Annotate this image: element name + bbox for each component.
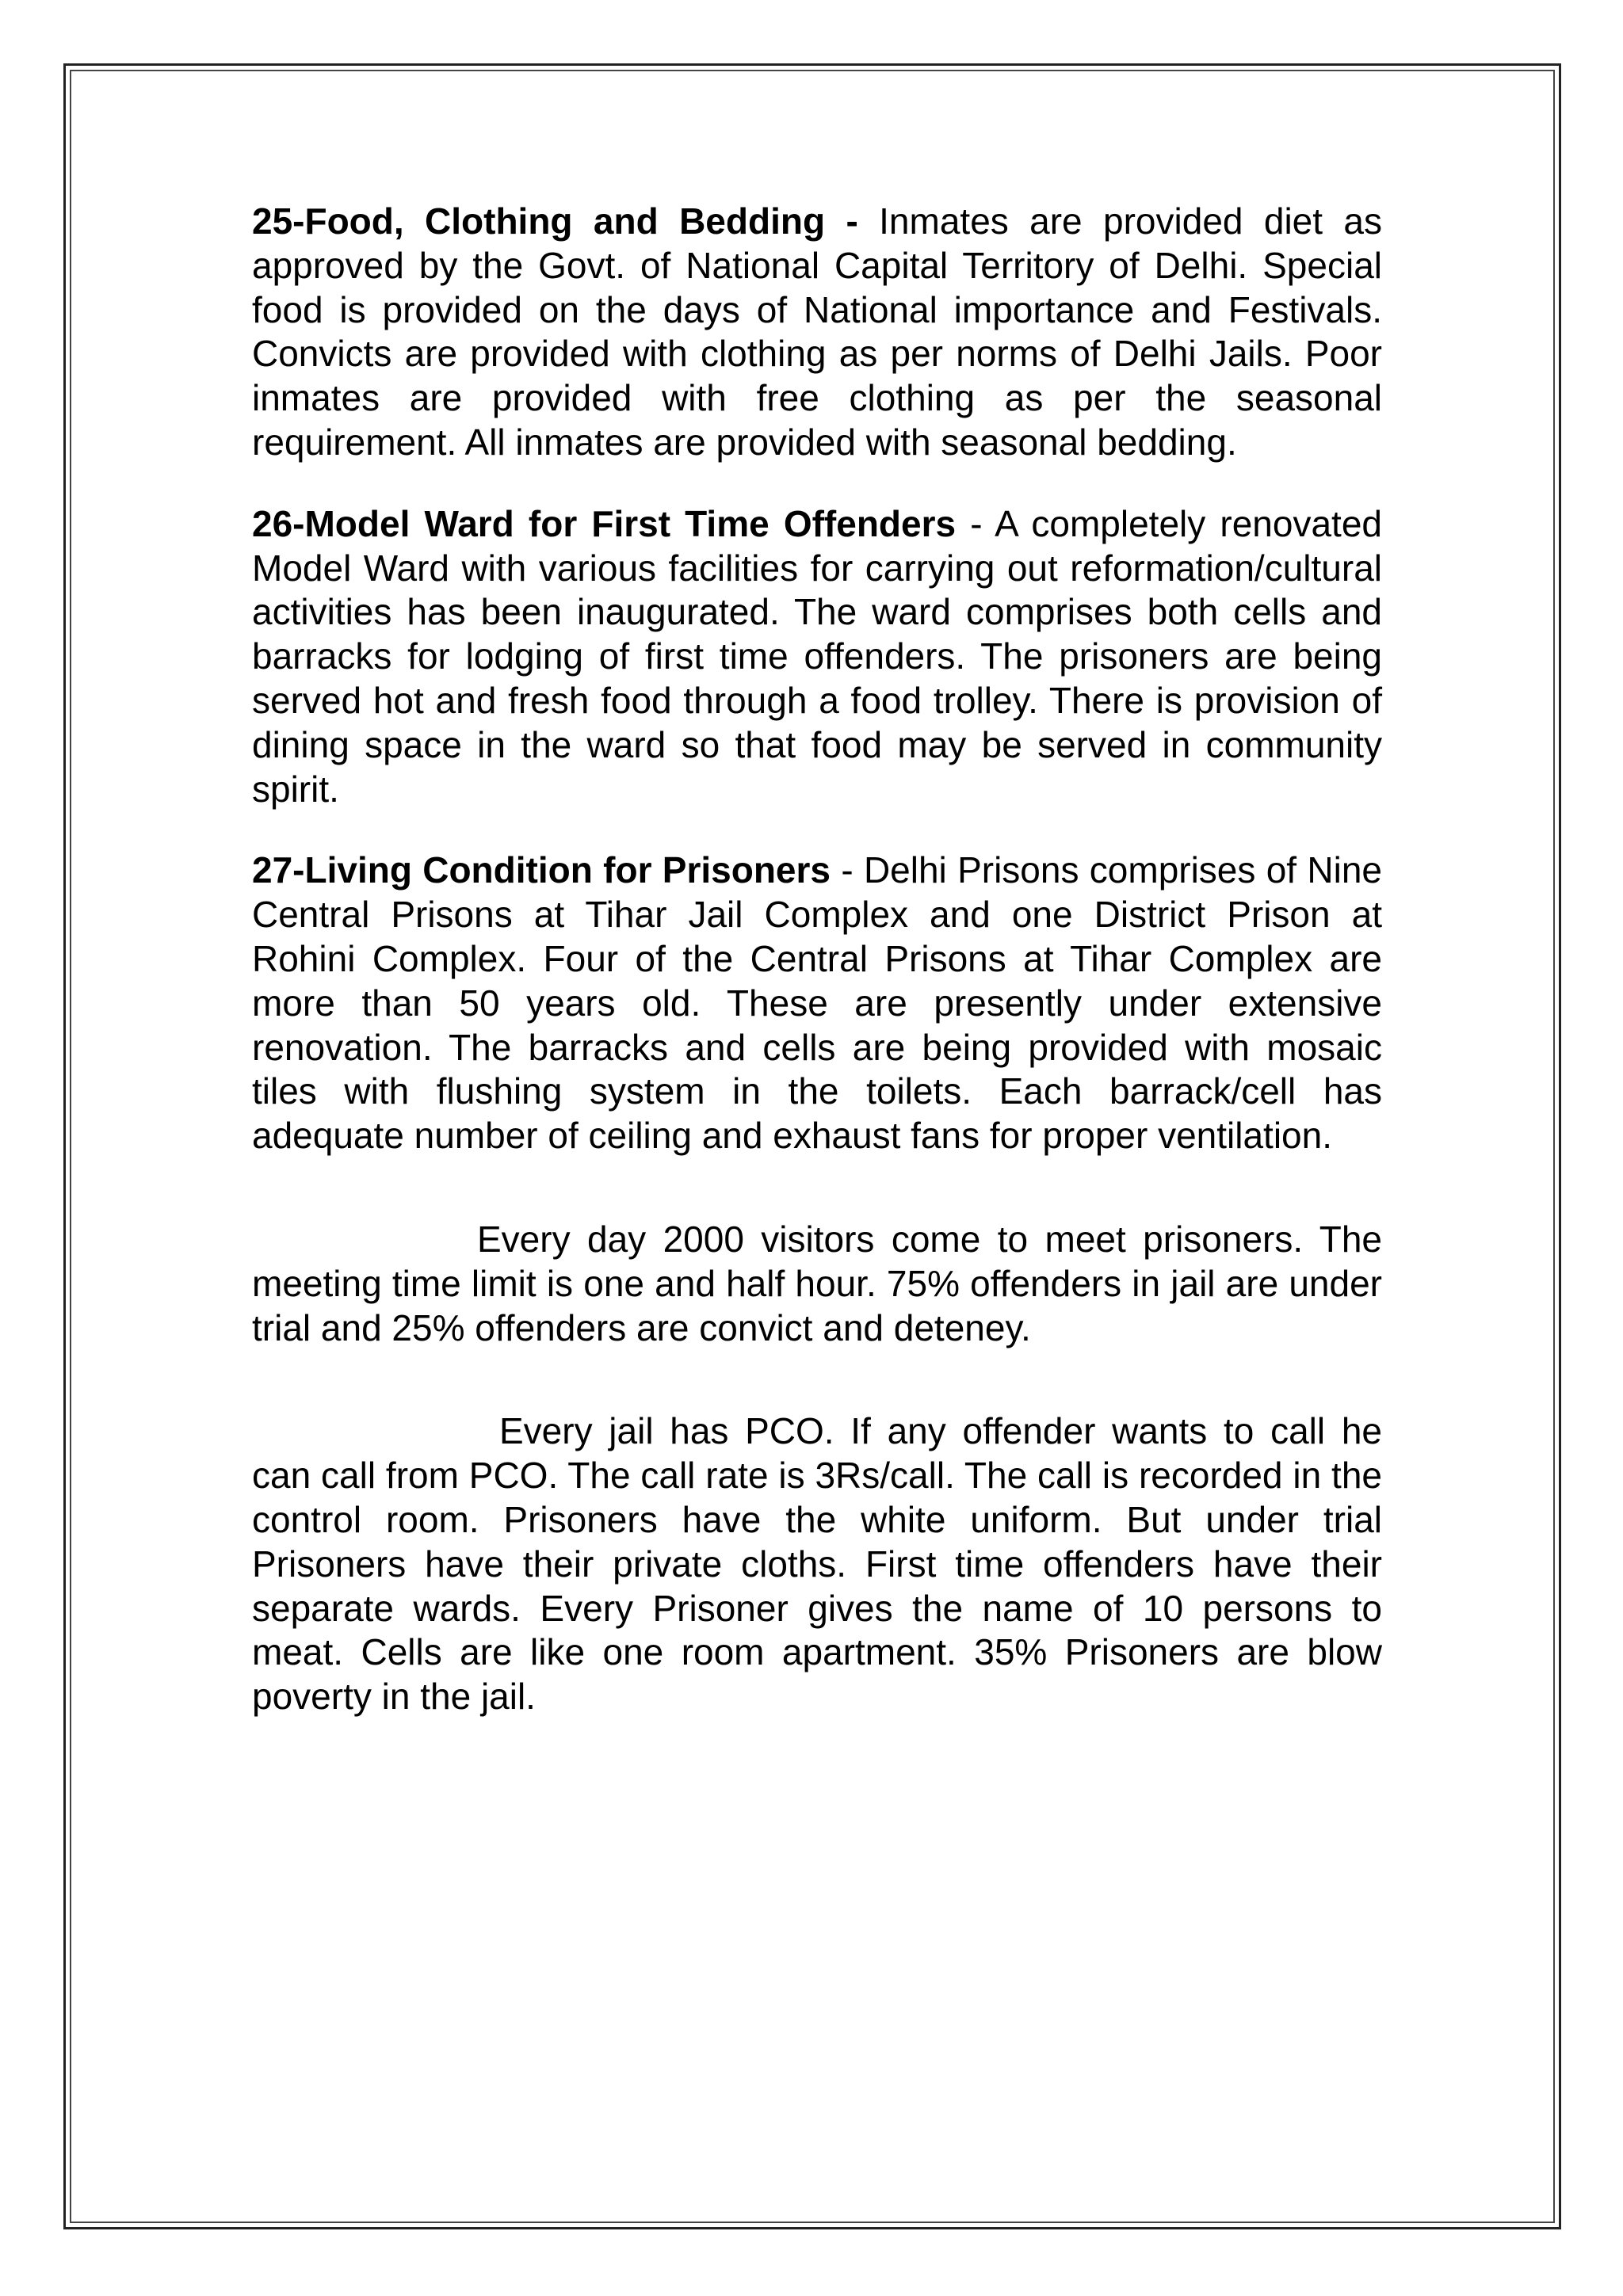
section-heading: 25-Food, Clothing and Bedding - bbox=[252, 200, 858, 242]
paragraph-text: Every day 2000 visitors come to meet prisoners. The meeting time limit is one and half hour. 75% offenders in jail are under trial and 25% offenders are convict and deteney. bbox=[252, 1218, 1382, 1348]
section-heading: 26-Model Ward for First Time Offenders bbox=[252, 502, 957, 544]
paragraph-text: Every jail has PCO. If any offender wants to call he can call from PCO. The call rate is 3Rs/call. The call is recorded in the control room. Prisoners have the white uniform. But under trial Prisoners have their private cloths. First time offenders have their separate wards. Every Prisoner gives the name of 10 persons to meat. Cells are like one room apartment. 35% Prisoners are blow poverty in the jail. bbox=[252, 1410, 1382, 1718]
section-text: - A completely renovated Model Ward with various facilities for carrying out reformation/cultural activities has been inaugurated. The ward comprises both cells and barracks for lodging of first time offenders. The prisoners are being served hot and fresh food through a food trolley. There is provision of dining space in the ward so that food may be served in community spirit. bbox=[252, 502, 1382, 810]
document-body bbox=[252, 200, 1382, 1719]
section-text: Inmates are provided diet as approved by the Govt. of National Capital Territory of Delhi. Special food is provided on the days of National importance and Festivals. Convicts are provided with clothing as per norms of Delhi Jails. Poor inmates are provided with free clothing as per the seasonal requirement. All inmates are provided with seasonal bedding. bbox=[252, 200, 1382, 463]
section-food-clothing-bedding bbox=[252, 200, 1382, 465]
paragraph-pco bbox=[252, 1409, 1382, 1719]
section-living-condition bbox=[252, 849, 1382, 1158]
section-text: - Delhi Prisons comprises of Nine Central Prisons at Tihar Jail Complex and one District Prison at Rohini Complex. Four of the Central Prisons at Tihar Complex are more than 50 years old. These are presently under extensive renovation. The barracks and cells are being provided with mosaic tiles with flushing system in the toilets. Each barrack/cell has adequate number of ceiling and exhaust fans for proper ventilation. bbox=[252, 849, 1382, 1157]
section-model-ward bbox=[252, 502, 1382, 812]
paragraph-visitors bbox=[252, 1218, 1382, 1350]
section-heading: 27-Living Condition for Prisoners bbox=[252, 849, 831, 891]
